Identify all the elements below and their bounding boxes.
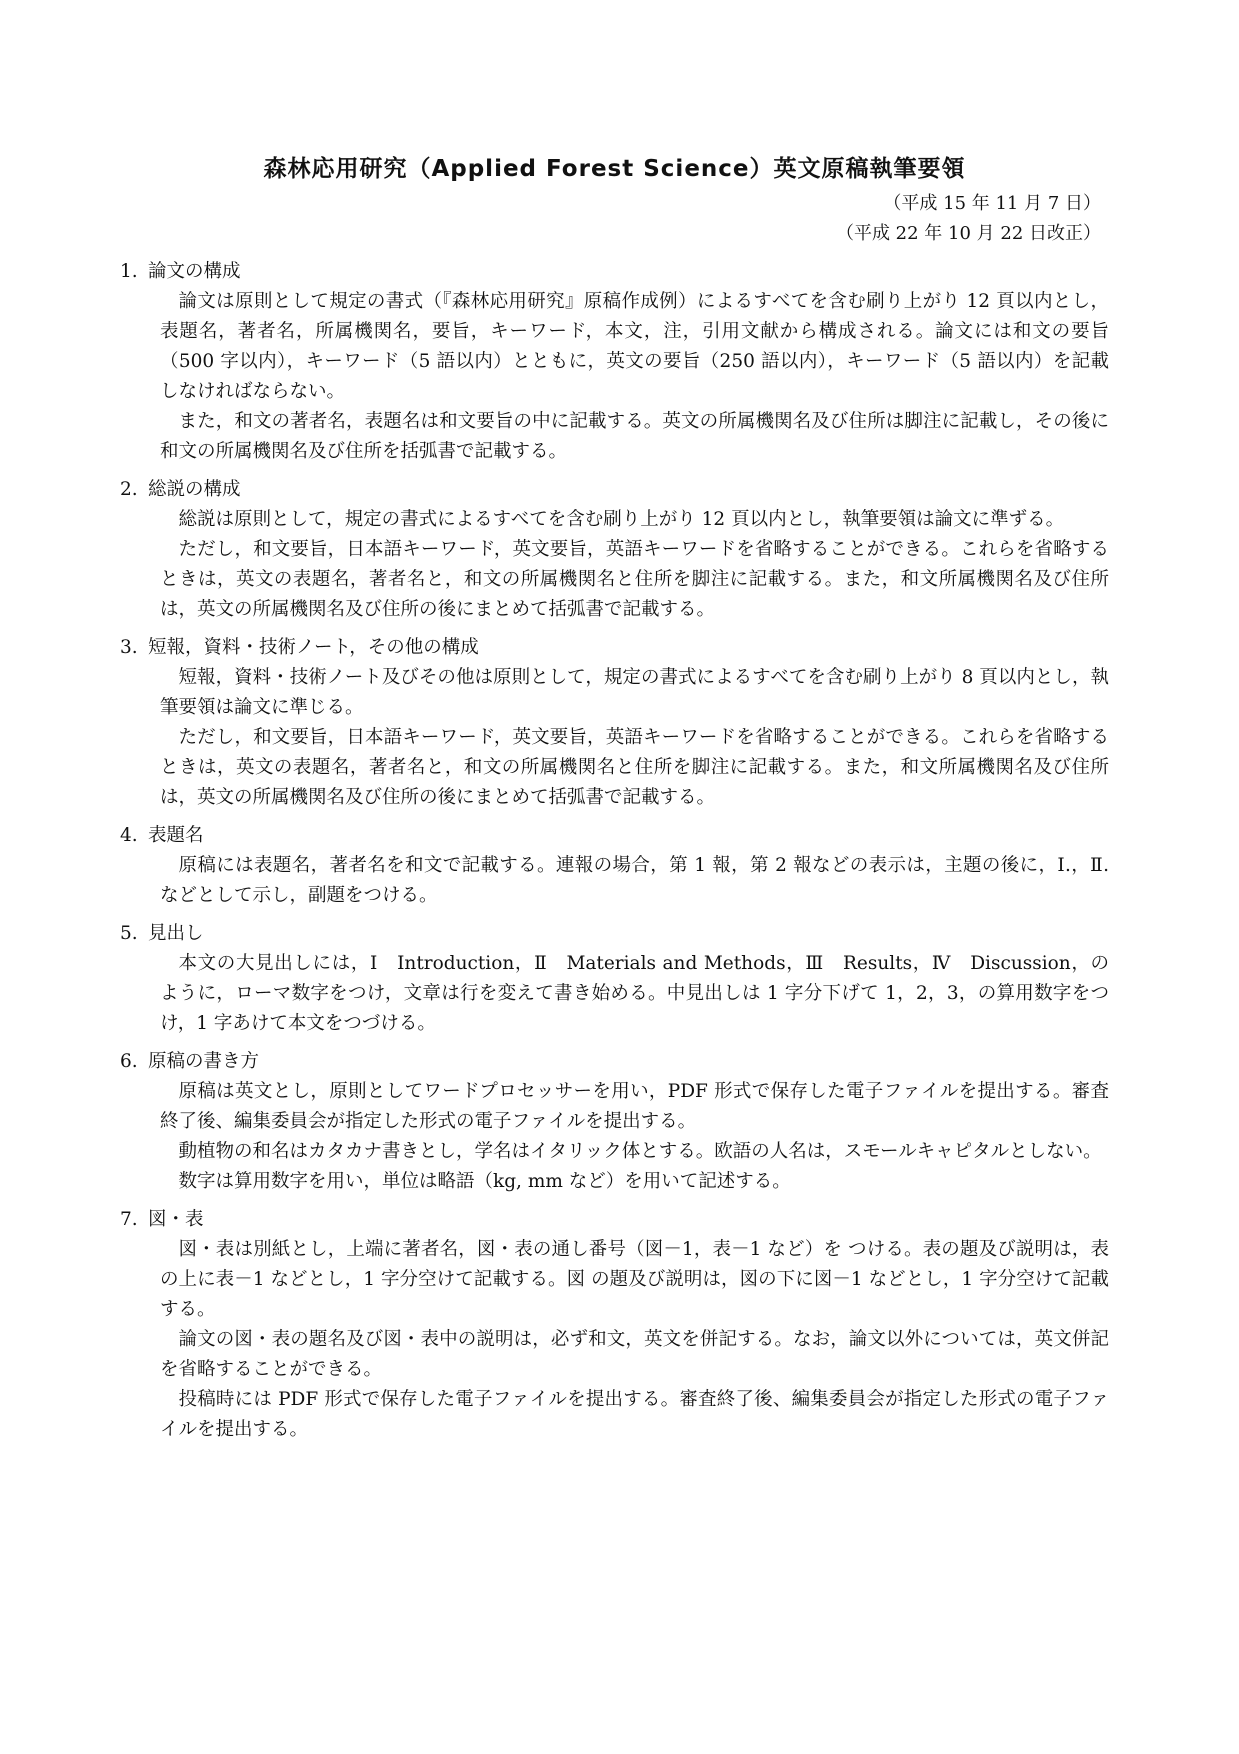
section-number: 3.	[120, 637, 138, 658]
section-3	[120, 633, 1109, 813]
section-heading	[120, 919, 1109, 949]
section-title: 表題名	[148, 825, 204, 846]
paragraph: 本文の大見出しには，Ⅰ Introduction，Ⅱ Materials and Methods，Ⅲ Results，Ⅳ Discussion，のように，ローマ数字をつけ，文章は行を変えて書き始める。中見出しは 1 字分下げて 1，2，3，の算用数字をつけ，1 字あけて本文をつづける。	[160, 953, 1109, 1034]
paragraph: 総説は原則として，規定の書式によるすべてを含む刷り上がり 12 頁以内とし，執筆要領は論文に準ずる。	[178, 509, 1065, 530]
paragraph: また，和文の著者名，表題名は和文要旨の中に記載する。英文の所属機関名及び住所は脚注に記載し，その後に和文の所属機関名及び住所を括弧書で記載する。	[160, 411, 1109, 462]
paragraph: 図・表は別紙とし，上端に著者名，図・表の通し番号（図－1，表－1 など）を つける。表の題及び説明は，表の上に表－1 などとし，1 字分空けて記載する。図 の題及び説明は，図の下に図－1 などとし，1 字分空けて記載する。	[160, 1239, 1109, 1320]
sections	[120, 257, 1109, 1445]
section-number: 4.	[120, 825, 138, 846]
revision-dates	[120, 189, 1109, 249]
paragraph: ただし，和文要旨，日本語キーワード，英文要旨，英語キーワードを省略することができる。これらを省略するときは，英文の表題名，著者名と，和文の所属機関名と住所を脚注に記載する。また，和文所属機関名及び住所は，英文の所属機関名及び住所の後にまとめて括弧書で記載する。	[160, 727, 1109, 808]
paragraph: 短報，資料・技術ノート及びその他は原則として，規定の書式によるすべてを含む刷り上がり 8 頁以内とし，執筆要領は論文に準じる。	[160, 667, 1109, 718]
section-title: 論文の構成	[148, 261, 241, 282]
section-5	[120, 919, 1109, 1039]
document-title: 森林応用研究（Applied Forest Science）英文原稿執筆要領	[263, 156, 966, 182]
paragraph: 原稿には表題名，著者名を和文で記載する。連報の場合，第 1 報，第 2 報などの表示は，主題の後に，Ⅰ.，Ⅱ. などとして示し，副題をつける。	[160, 855, 1109, 906]
revised-date: （平成 22 年 10 月 22 日改正）	[835, 223, 1101, 244]
paragraph: 数字は算用数字を用い，単位は略語（kg, mm など）を用いて記述する。	[178, 1171, 791, 1192]
section-number: 2.	[120, 479, 138, 500]
paragraph: 原稿は英文とし，原則としてワードプロセッサーを用い，PDF 形式で保存した電子ファイルを提出する。審査終了後、編集委員会が指定した形式の電子ファイルを提出する。	[160, 1081, 1109, 1132]
section-4	[120, 821, 1109, 911]
section-heading	[120, 821, 1109, 851]
section-title: 見出し	[148, 923, 204, 944]
section-title: 総説の構成	[148, 479, 241, 500]
section-number: 5.	[120, 923, 138, 944]
paragraph: 論文の図・表の題名及び図・表中の説明は，必ず和文，英文を併記する。なお，論文以外については，英文併記を省略することができる。	[160, 1329, 1109, 1380]
section-7	[120, 1205, 1109, 1445]
section-2	[120, 475, 1109, 625]
section-title: 原稿の書き方	[148, 1051, 260, 1072]
section-6	[120, 1047, 1109, 1197]
paragraph: ただし，和文要旨，日本語キーワード，英文要旨，英語キーワードを省略することができる。これらを省略するときは，英文の表題名，著者名と，和文の所属機関名と住所を脚注に記載する。また，和文所属機関名及び住所は，英文の所属機関名及び住所の後にまとめて括弧書で記載する。	[160, 539, 1109, 620]
issued-date: （平成 15 年 11 月 7 日）	[883, 193, 1101, 214]
section-heading	[120, 257, 1109, 287]
section-number: 1.	[120, 261, 138, 282]
section-heading	[120, 633, 1109, 663]
section-heading	[120, 1047, 1109, 1077]
paragraph: 動植物の和名はカタカナ書きとし，学名はイタリック体とする。欧語の人名は，スモールキャピタルとしない。	[178, 1141, 1102, 1162]
section-number: 6.	[120, 1051, 138, 1072]
section-heading	[120, 475, 1109, 505]
section-title: 図・表	[148, 1209, 204, 1230]
section-number: 7.	[120, 1209, 138, 1230]
section-1	[120, 257, 1109, 467]
section-heading	[120, 1205, 1109, 1235]
paragraph: 論文は原則として規定の書式（『森林応用研究』原稿作成例）によるすべてを含む刷り上がり 12 頁以内とし，表題名，著者名，所属機関名，要旨，キーワード，本文，注，引用文献から構成される。論文には和文の要旨（500 字以内），キーワード（5 語以内）とともに，英文の要旨（250 語以内），キーワード（5 語以内）を記載しなければならない。	[160, 291, 1109, 402]
section-title: 短報，資料・技術ノート，その他の構成	[148, 637, 479, 658]
paragraph: 投稿時には PDF 形式で保存した電子ファイルを提出する。審査終了後、編集委員会が指定した形式の電子ファイルを提出する。	[160, 1389, 1109, 1440]
